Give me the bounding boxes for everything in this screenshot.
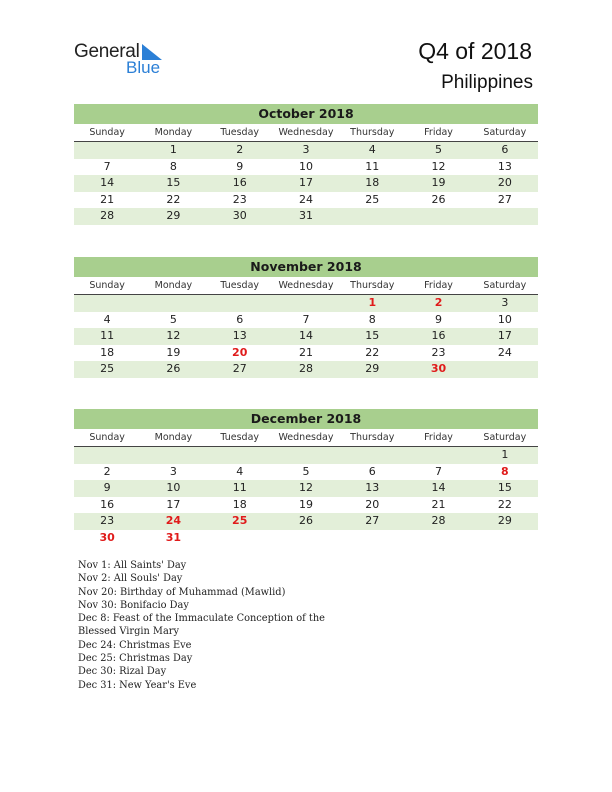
day-cell: 5 [169, 312, 177, 326]
day-cell: 14 [298, 329, 313, 342]
day-cell: 11 [365, 159, 380, 173]
day-cell: 10 [298, 159, 313, 173]
week-row [74, 328, 538, 345]
weekday-label: Saturday [483, 432, 527, 443]
day-cell [405, 447, 471, 464]
weekday-label: Tuesday [220, 127, 260, 138]
weekday-label: Monday [154, 127, 193, 138]
weekday-label: Monday [154, 432, 193, 443]
day-cell [472, 361, 538, 378]
day-cell [74, 447, 140, 464]
logo-text-blue: Blue [126, 58, 161, 77]
week-row [74, 208, 538, 225]
weekday-label: Friday [424, 432, 453, 443]
day-cell [339, 447, 405, 464]
day-cell: 25 [100, 362, 115, 375]
day-cell: 6 [236, 312, 244, 326]
day-cell: 21 [298, 345, 313, 359]
week-row [74, 530, 538, 547]
week-row [74, 447, 538, 464]
week-row [74, 345, 538, 362]
week-row [74, 142, 538, 159]
day-cell: 9 [103, 481, 111, 494]
day-cell: 3 [501, 296, 509, 309]
month-title: December 2018 [74, 409, 538, 429]
weekday-label: Wednesday [278, 127, 334, 138]
weekday-label: Sunday [89, 280, 125, 291]
day-cell [339, 208, 405, 225]
logo-text-general: General [74, 41, 140, 62]
day-cell [472, 208, 538, 225]
day-cell: 12 [166, 329, 181, 342]
holiday-note: Blessed Virgin Mary [78, 626, 180, 638]
day-cell: 10 [497, 312, 512, 326]
day-cell: 16 [100, 497, 115, 511]
day-cell: 9 [435, 312, 443, 326]
day-cell: 23 [100, 514, 115, 527]
day-cell [405, 530, 471, 547]
page-title: Q4 of 2018 [418, 38, 532, 64]
week-row [74, 497, 538, 514]
day-cell: 27 [232, 362, 247, 375]
holiday-note: Dec 24: Christmas Eve [78, 639, 192, 651]
day-cell [405, 208, 471, 225]
day-cell: 18 [100, 345, 115, 359]
holiday-note: Nov 30: Bonifacio Day [78, 599, 189, 611]
day-cell: 1 [501, 448, 509, 461]
weekday-label: Monday [154, 280, 193, 291]
day-cell: 16 [431, 329, 446, 342]
day-cell: 17 [298, 176, 313, 189]
day-cell: 22 [365, 345, 380, 359]
weekday-header-row [74, 429, 538, 447]
day-cell: 11 [100, 329, 115, 342]
day-cell: 30 [99, 530, 115, 544]
day-cell: 28 [100, 209, 115, 222]
weekday-label: Tuesday [220, 280, 260, 291]
day-cell: 5 [302, 464, 310, 478]
week-row [74, 513, 538, 530]
day-cell: 15 [497, 481, 512, 494]
week-row [74, 361, 538, 378]
day-cell: 20 [365, 497, 380, 511]
day-cell: 24 [298, 192, 313, 206]
day-cell: 25 [232, 514, 248, 527]
weekday-label: Wednesday [278, 280, 334, 291]
day-cell: 27 [365, 514, 380, 527]
day-cell [207, 295, 273, 312]
day-cell: 19 [166, 345, 181, 359]
day-cell: 13 [365, 481, 380, 494]
day-cell: 21 [100, 192, 115, 206]
day-cell: 1 [368, 296, 377, 309]
day-cell: 8 [501, 464, 509, 478]
weekday-label: Thursday [350, 280, 395, 291]
day-cell: 7 [435, 464, 443, 478]
day-cell: 13 [497, 159, 512, 173]
weekday-header-row [74, 277, 538, 295]
day-cell: 7 [103, 159, 111, 173]
day-cell: 12 [298, 481, 313, 494]
day-cell: 18 [365, 176, 380, 189]
day-cell: 30 [232, 209, 247, 222]
day-cell [140, 295, 206, 312]
day-cell: 1 [169, 143, 177, 156]
week-row [74, 464, 538, 481]
month-title: October 2018 [74, 104, 538, 124]
day-cell: 29 [497, 514, 512, 527]
day-cell [140, 447, 206, 464]
weekday-label: Saturday [483, 127, 527, 138]
day-cell: 12 [431, 159, 446, 173]
day-cell: 2 [103, 464, 111, 478]
day-cell [207, 447, 273, 464]
day-cell: 2 [236, 143, 244, 156]
day-cell: 29 [166, 209, 181, 222]
day-cell [273, 447, 339, 464]
logo [74, 41, 174, 77]
day-cell: 2 [434, 296, 443, 309]
day-cell: 22 [166, 192, 181, 206]
weekday-label: Friday [424, 280, 453, 291]
day-cell [273, 295, 339, 312]
day-cell [273, 530, 339, 547]
day-cell [472, 530, 538, 547]
calendar-october [74, 104, 538, 225]
day-cell: 29 [365, 362, 380, 375]
day-cell: 10 [166, 481, 181, 494]
day-cell: 4 [236, 464, 244, 478]
holiday-notes [78, 559, 325, 692]
holiday-note: Nov 1: All Saints' Day [78, 560, 187, 571]
day-cell: 8 [169, 159, 177, 173]
weekday-label: Thursday [350, 432, 395, 443]
day-cell: 16 [232, 176, 247, 189]
day-cell: 14 [100, 176, 115, 189]
weekday-label: Sunday [89, 127, 125, 138]
day-cell: 28 [431, 514, 446, 527]
day-cell: 11 [232, 481, 247, 494]
day-cell: 6 [368, 464, 376, 478]
day-cell: 7 [302, 312, 310, 326]
day-cell: 31 [165, 530, 182, 544]
day-cell: 19 [298, 497, 313, 511]
day-cell: 3 [169, 464, 177, 478]
holiday-note: Dec 25: Christmas Day [78, 653, 193, 665]
day-cell: 15 [166, 176, 181, 189]
day-cell: 22 [497, 497, 512, 511]
weekday-header-row [74, 124, 538, 142]
day-cell: 15 [365, 329, 380, 342]
day-cell: 25 [365, 192, 380, 206]
holiday-note: Dec 8: Feast of the Immaculate Conception of the [78, 613, 325, 625]
holiday-note: Nov 2: All Souls' Day [78, 573, 183, 585]
day-cell: 24 [497, 345, 512, 359]
week-row [74, 159, 538, 176]
day-cell: 8 [368, 312, 376, 326]
day-cell [339, 530, 405, 547]
holiday-note: Nov 20: Birthday of Muhammad (Mawlid) [78, 586, 286, 598]
day-cell: 14 [431, 481, 446, 494]
day-cell: 28 [298, 362, 313, 375]
day-cell: 5 [435, 143, 443, 156]
day-cell: 27 [497, 192, 512, 206]
day-cell: 24 [165, 514, 182, 527]
day-cell: 17 [166, 497, 181, 511]
day-cell: 26 [166, 362, 181, 375]
day-cell: 26 [298, 514, 313, 527]
day-cell [74, 295, 140, 312]
week-row [74, 312, 538, 329]
day-cell: 19 [431, 176, 446, 189]
day-cell [207, 530, 273, 547]
day-cell: 4 [103, 312, 111, 326]
day-cell: 17 [497, 329, 512, 342]
holiday-note: Dec 31: New Year's Eve [78, 679, 197, 691]
weekday-label: Saturday [483, 280, 527, 291]
country-name: Philippines [441, 72, 533, 93]
weekday-label: Tuesday [220, 432, 260, 443]
day-cell [74, 142, 140, 159]
day-cell: 31 [298, 209, 313, 222]
weekday-label: Thursday [350, 127, 395, 138]
day-cell: 26 [431, 192, 446, 206]
weekday-label: Wednesday [278, 432, 334, 443]
weekday-label: Friday [424, 127, 453, 138]
holiday-note: Dec 30: Rizal Day [78, 666, 167, 678]
week-row [74, 480, 538, 497]
month-title: November 2018 [74, 257, 538, 277]
day-cell: 21 [431, 497, 446, 511]
day-cell: 13 [232, 329, 247, 342]
day-cell: 4 [368, 143, 376, 156]
day-cell: 23 [431, 345, 446, 359]
week-row [74, 175, 538, 192]
weekday-label: Sunday [89, 432, 125, 443]
calendar-december [74, 409, 538, 546]
day-cell: 3 [302, 143, 310, 156]
day-cell: 30 [430, 362, 447, 375]
day-cell: 20 [497, 176, 512, 189]
day-cell: 9 [236, 159, 244, 173]
day-cell: 20 [232, 345, 248, 359]
calendar-november [74, 257, 538, 378]
day-cell: 23 [232, 192, 247, 206]
day-cell: 6 [501, 143, 509, 156]
week-row [74, 192, 538, 209]
day-cell: 18 [232, 497, 247, 511]
week-row [74, 295, 538, 312]
